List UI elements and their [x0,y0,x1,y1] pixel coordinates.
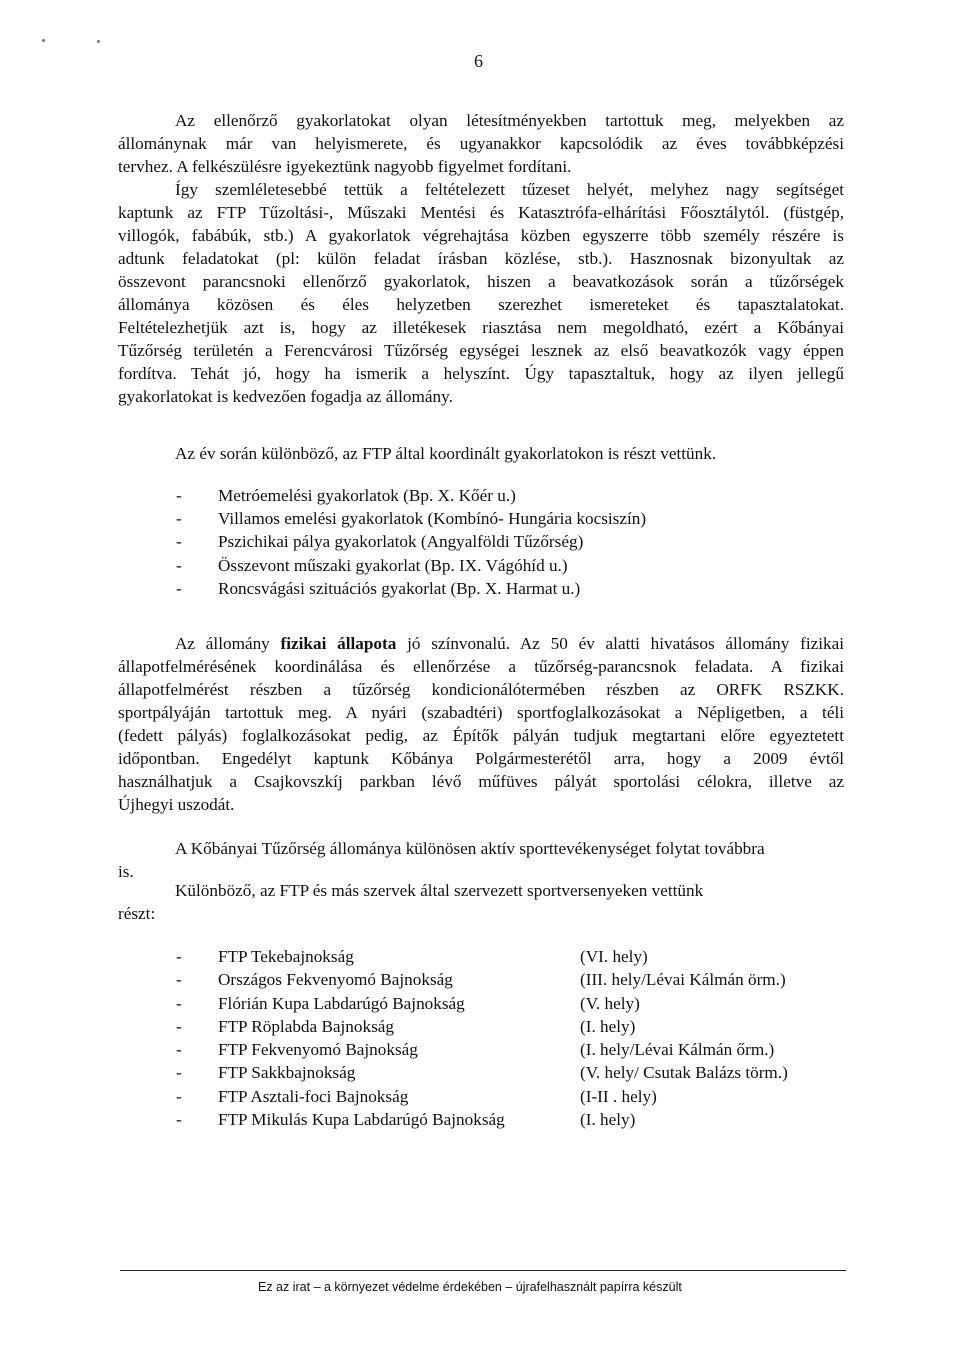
list-item-text: Összevont műszaki gyakorlat (Bp. IX. Vágóhíd u.) [218,555,568,575]
list-dash: - [176,1040,182,1060]
bold-term: fizikai [280,634,327,653]
paragraph-line: tervhez. A felkészülésre igyekeztünk nagyobb figyelmet fordítani. [118,157,572,176]
list-dash: - [176,947,182,966]
list-dash: - [176,1063,182,1083]
competition-row [176,1108,876,1131]
competition-place: (I. hely/Lévai Kálmán őrm.) [580,1040,775,1060]
competition-name: Flórián Kupa Labdarúgó Bajnokság [218,993,465,1013]
paragraph-line: fordítva. Tehát jó, hogy ha ismerik a helyszínt. Úgy tapasztaltuk, hogy az ilyen jellegű [118,364,844,383]
sport-line-2: Különböző, az FTP és más szervek által szervezett sportversenyeken vettünk [175,881,704,900]
competition-row [176,1085,876,1108]
text-run: Az állomány [175,634,281,653]
competition-row [176,968,876,991]
ftp-exercises-intro: Az év során különböző, az FTP által koordinált gyakorlatokon is részt vettünk. [175,444,717,463]
scan-speck [97,40,100,43]
text-run: jó színvonalú. Az 50 év alatti hivatásos állomány fizikai [396,634,845,653]
sport-label-reszt: részt: [118,904,156,923]
list-item-text: Villamos emelési gyakorlatok (Kombínó- Hungária kocsiszín) [218,509,647,529]
paragraph-line: Az ellenőrző gyakorlatokat olyan létesítményekben tartottuk meg, melyekben az [175,111,844,130]
paragraph-line: Feltételezhetjük azt is, hogy az illetékesek riasztása nem megoldható, ezért a Kőbányai [118,318,844,337]
competition-place: (I. hely) [580,1110,636,1130]
list-dash: - [176,1110,182,1130]
intro-paragraph [118,109,844,408]
footer-rule [120,1270,846,1271]
competition-place: (VI. hely) [580,947,648,966]
competition-place: (I-II . hely) [580,1086,657,1106]
competition-place: (V. hely/ Csutak Balázs törm.) [580,1063,788,1083]
list-dash: - [176,532,182,552]
paragraph-line: összevont parancsnoki ellenőrző gyakorlatok, hiszen a beavatkozások során a tűzőrségek [118,272,844,291]
paragraph-line: sportpályáján tartottuk meg. A nyári (szabadtéri) sportfoglalkozásokat a Népligetben, a téli [118,703,844,722]
paragraph-line: villogók, fabábúk, stb.) A gyakorlatok végrehajtása közben egyszerre több személy részére is [118,226,844,245]
paragraph-line: állapotfelmérésének koordinálása és ellenőrzése a tűzőrség-parancsnok feladata. A fizikai [118,657,844,676]
competition-row [176,1061,876,1084]
competition-list [176,945,876,1131]
competition-name: FTP Sakkbajnokság [218,1063,356,1083]
competition-row [176,945,876,968]
page-number: 6 [474,51,483,71]
sport-label-is: is. [118,862,134,881]
paragraph-line: gyakorlatokat is kedvezően fogadja az állomány. [118,387,453,406]
list-dash: - [176,993,182,1013]
list-dash: - [176,970,182,990]
competition-place: (I. hely) [580,1016,636,1036]
paragraph-line: állapotfelmérést részben a tűzőrség kondicionálótermében részben az ORFK RSZKK. [118,680,844,699]
paragraph-line: Újhegyi uszodát. [118,795,235,814]
list-dash: - [176,486,182,505]
paragraph-line: időpontban. Engedélyt kaptunk Kőbánya Polgármesterétől arra, hogy a 2009 évtől [118,749,844,768]
physical-condition-paragraph [118,632,844,816]
list-dash: - [176,1016,182,1036]
sport-line-1: A Kőbányai Tűzőrség állománya különösen aktív sporttevékenységet folytat továbbra [175,839,765,858]
paragraph-line [118,632,844,655]
competition-row [176,1015,876,1038]
paragraph-line: Tűzőrség területén a Ferencvárosi Tűzőrség egységei lesznek az első beavatkozók vagy éppen [118,341,844,360]
competition-row [176,992,876,1015]
footer-note: Ez az irat – a környezet védelme érdekében – újrafelhasznált papírra készült [258,1280,682,1294]
list-dash: - [176,555,182,575]
competition-place: (III. hely/Lévai Kálmán örm.) [580,970,786,990]
paragraph-line: állománynak már van helyismerete, és ugyanakkor kapcsolódik az éves továbbképzési [118,134,844,153]
bold-term: állapota [337,634,397,653]
list-item-text: Roncsvágási szituációs gyakorlat (Bp. X. Harmat u.) [218,578,581,598]
competition-name: Országos Fekvenyomó Bajnokság [218,970,453,990]
competition-name: FTP Tekebajnokság [218,947,354,966]
competition-name: FTP Röplabda Bajnokság [218,1016,395,1036]
competition-name: FTP Asztali-foci Bajnokság [218,1086,409,1106]
list-dash: - [176,509,182,529]
list-item-text: Metróemelési gyakorlatok (Bp. X. Kőér u.) [218,486,516,505]
competition-name: FTP Mikulás Kupa Labdarúgó Bajnokság [218,1110,505,1130]
competition-name: FTP Fekvenyomó Bajnokság [218,1040,418,1060]
text-run [326,634,337,653]
scan-speck [42,39,45,42]
paragraph-line: állománya közösen és éles helyzetben szerezhet ismereteket és tapasztalatokat. [118,295,844,314]
paragraph-line: Így szemléletesebbé tettük a feltételezett tűzeset helyét, melyhez nagy segítséget [175,180,844,199]
paragraph-line: (fedett pályás) foglalkozásokat pedig, az Építők pályán tudjuk megtartani előre egyeztetett [118,726,844,745]
competition-place: (V. hely) [580,993,640,1013]
list-dash: - [176,1086,182,1106]
competition-row [176,1038,876,1061]
paragraph-line: használhatjuk a Csajkovszkíj parkban lévő műfüves pályát sportolási célokra, illetve az [118,772,844,791]
paragraph-line: kaptunk az FTP Tűzoltási-, Műszaki Mentési és Katasztrófa-elhárítási Főosztálytól. (füstgép, [118,203,844,222]
paragraph-line: adtunk feladatokat (pl: külön feladat írásban közlése, stb.). Hasznosnak bizonyultak az [118,249,844,268]
list-dash: - [176,578,182,598]
list-item-text: Pszichikai pálya gyakorlatok (Angyalföldi Tűzőrség) [218,532,584,552]
